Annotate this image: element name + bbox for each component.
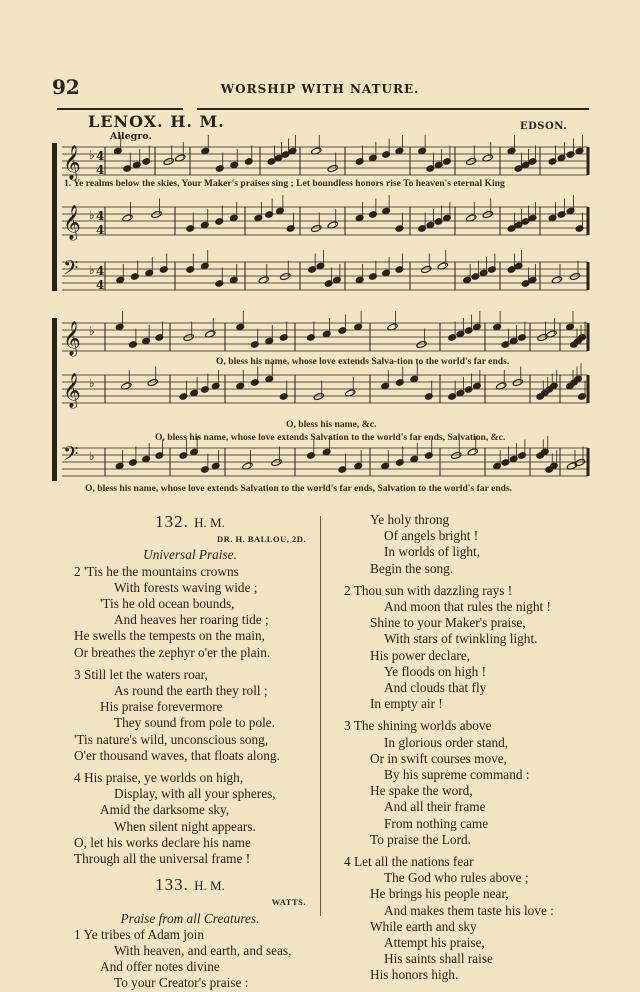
hymn-number: 132. [155, 512, 195, 531]
verse-line: In glorious order stand, [384, 734, 509, 750]
hymn-meter: H. M. [194, 515, 225, 530]
verse-line: 3 Still let the waters roar, [74, 666, 208, 682]
system-bracket [52, 143, 57, 291]
note-head [151, 210, 162, 218]
tune-composer: EDSON. [520, 121, 568, 132]
note-head [466, 157, 477, 165]
tempo-marking: Allegro. [110, 131, 152, 142]
verse-line: His honors high. [370, 967, 459, 983]
verse-line: And moon that rules the night ! [384, 599, 551, 615]
verse-line: And makes them taste his love : [384, 902, 554, 918]
time-signature: 4 [96, 264, 105, 278]
running-title: WORSHIP WITH NATURE. [220, 82, 420, 96]
verse-line: Display, with all your spheres, [114, 786, 276, 802]
verse-line: They sound from pole to pole. [114, 715, 276, 731]
note-head [451, 451, 462, 459]
verse-line: As round the earth they roll ; [114, 683, 268, 699]
verse-line: Through all the universal frame ! [74, 851, 251, 867]
verse-line: 'Tis nature's wild, unconscious song, [74, 731, 269, 747]
note-head [421, 265, 432, 273]
verse-line: He swells the tempests on the main, [74, 628, 265, 644]
treble-clef-icon: 𝄞 [63, 205, 81, 240]
verse-line: Amid the darksome sky, [100, 802, 230, 818]
verse-line: O, let his works declare his name [74, 834, 251, 850]
left-column [74, 514, 306, 992]
verse-line: By his supreme command : [384, 767, 530, 783]
verse-line: His power declare, [370, 647, 471, 663]
note-head [313, 392, 324, 400]
verse-line: O'er thousand waves, that floats along. [74, 747, 280, 763]
page-number: 92 [52, 75, 80, 99]
note-head [482, 210, 493, 218]
flat-icon: ♭ [89, 324, 95, 338]
flat-icon: ♭ [89, 263, 95, 277]
verse-line: Begin the song. [370, 560, 454, 576]
system-bracket [52, 318, 57, 481]
lyric-system2-treble: O, bless his name, whose love extends Salva-tion to the world's far ends. [216, 356, 510, 367]
time-signature: 4 [96, 209, 105, 223]
verse-line: Ye holy throng [370, 512, 450, 527]
note-head [163, 157, 174, 165]
verse-line: 1 Ye tribes of Adam join [74, 926, 205, 942]
verse-line: With heaven, and earth, and seas, [114, 943, 292, 959]
verse-line: To praise the Lord. [370, 831, 471, 847]
bass-clef-icon: 𝄢 [63, 442, 79, 470]
verse-line: 3 The shining worlds above [344, 718, 492, 734]
verse-line: The God who rules above ; [384, 870, 529, 886]
verse-line: Ye floods on high ! [384, 663, 487, 679]
column-divider [320, 516, 321, 916]
verse-line: And clouds that fly [384, 680, 487, 696]
treble-clef-icon: 𝄞 [63, 145, 81, 180]
verse-line: Or breathes the zephyr o'er the plain. [74, 644, 271, 660]
hymn-meter: H. M. [194, 878, 225, 894]
lyric-system2-alto: O, bless his name, &c. [286, 419, 377, 430]
flat-icon: ♭ [89, 148, 95, 162]
flat-icon: ♭ [89, 449, 95, 463]
note-head [574, 458, 585, 466]
treble-clef-icon: 𝄞 [63, 373, 81, 408]
hymn-subtitle: Praise from all Creatures. [120, 910, 260, 926]
verse-line: 4 His praise, ye worlds on high, [74, 770, 244, 786]
tune-title: LENOX. H. M. [88, 112, 225, 131]
verse-line: 4 Let all the nations fear [344, 854, 474, 870]
note-head [271, 458, 282, 466]
lyric-system2-tenor: O, bless his name, whose love extends Salvation to the world's far ends, Salvation, &c. [155, 432, 506, 443]
time-signature: 4 [96, 223, 105, 237]
time-signature: 4 [96, 278, 105, 292]
verse-line: He brings his people near, [370, 886, 509, 902]
verse-line: 2 Thou sun with dazzling rays ! [344, 582, 513, 598]
note-head [512, 378, 523, 386]
hymn-subtitle: Universal Praise. [143, 547, 237, 563]
verse-line: From nothing came [384, 815, 489, 831]
verse-line: And heaves her roaring tide ; [114, 612, 269, 628]
verse-line: And offer notes divine [100, 959, 220, 975]
bass-clef-icon: 𝄢 [63, 256, 79, 284]
verse-line: He spake the word, [370, 783, 473, 799]
note-head [327, 164, 338, 172]
verse-line: His saints shall raise [384, 951, 493, 967]
right-column [344, 512, 594, 984]
note-head [147, 378, 158, 386]
verse-line: With stars of twinkling light. [384, 631, 538, 647]
lyric-system2-bass: O, bless his name, whose love extends Salvation to the world's far ends, Salvation to the world's far ends. [85, 483, 513, 494]
verse-line: When silent night appears. [114, 818, 256, 834]
verse-line: Or in swift courses move, [370, 750, 508, 766]
verse-line: His praise forevermore [100, 699, 223, 715]
hymn-number: 133. [155, 875, 195, 895]
verse-line: To your Creator's praise : [114, 975, 249, 991]
verse-line: In worlds of light, [384, 544, 481, 560]
verse-line: While earth and sky [370, 918, 477, 934]
note-head [311, 224, 322, 232]
verse-line: 2 'Tis he the mountains crowns [74, 563, 239, 579]
lyric-system1: 1. Ye realms below the skies, Your Maker's praises sing ; Let boundless honors rise To heaven's eternal King [64, 178, 505, 189]
time-signature: 4 [96, 149, 105, 163]
verse-line: Attempt his praise, [384, 935, 485, 951]
treble-clef-icon: 𝄞 [63, 321, 81, 356]
verse-line: With forests waving wide ; [114, 579, 258, 595]
hymn-heading [74, 877, 306, 894]
note-head [569, 272, 580, 280]
verse-line: 'Tis he old ocean bounds, [100, 596, 235, 612]
time-signature: 4 [96, 163, 105, 177]
flat-icon: ♭ [89, 376, 95, 390]
verse-line: Shine to your Maker's praise, [370, 615, 526, 631]
verse-line: In empty air ! [370, 696, 443, 712]
flat-icon: ♭ [89, 208, 95, 222]
verse-line: And all their frame [384, 799, 486, 815]
hymn-author: DR. H. BALLOU, 2D. [216, 534, 306, 545]
note-head [416, 340, 427, 348]
hymn-heading [74, 514, 306, 531]
hymn-author: WATTS. [271, 897, 306, 908]
note-head [280, 272, 291, 280]
verse-line: Of angels bright ! [384, 528, 479, 544]
note-head [183, 333, 194, 341]
